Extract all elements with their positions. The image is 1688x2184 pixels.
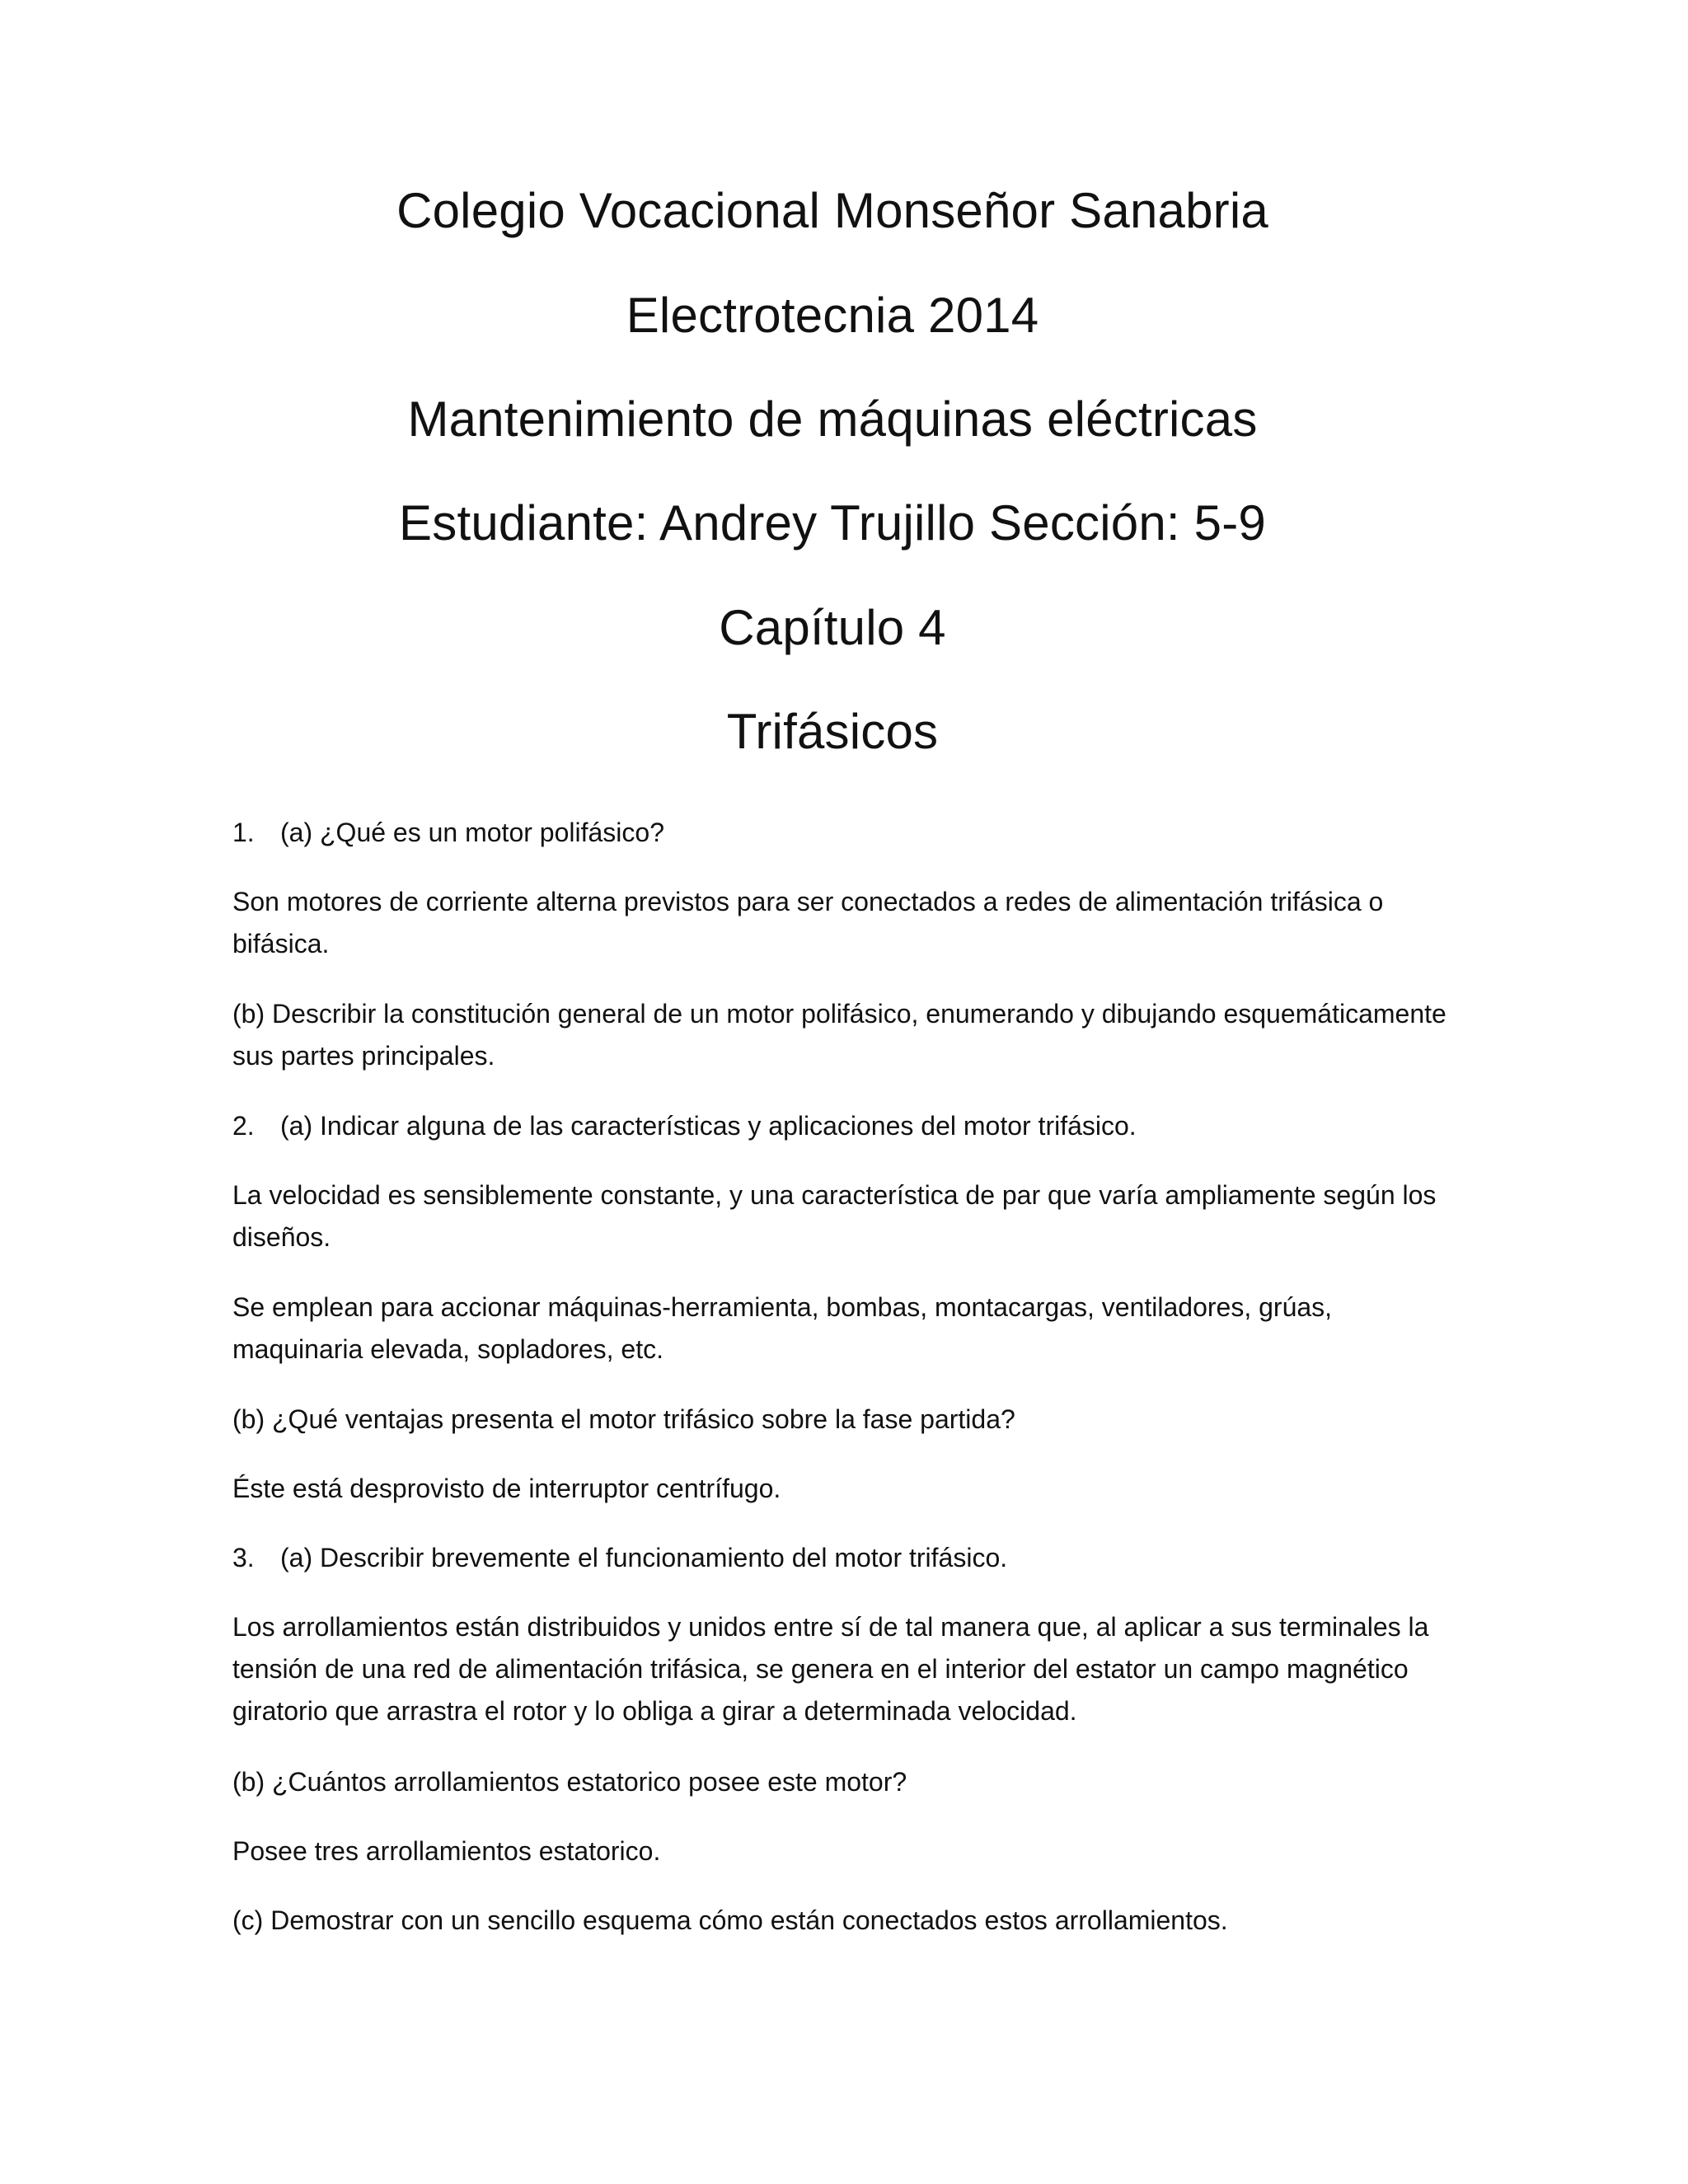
question-text: (a) ¿Qué es un motor polifásico? xyxy=(280,818,664,847)
question-number: 2. xyxy=(232,1111,255,1141)
answer-2a-applications: Se emplean para accionar máquinas-herramienta, bombas, montacargas, ventiladores, grúas, maquinaria elevada, sopladores, etc. xyxy=(232,1292,1333,1364)
subject-title: Mantenimiento de máquinas eléctricas xyxy=(407,391,1258,447)
answer-1a: Son motores de corriente alterna previstos para ser conectados a redes de alimentación trifásica o bifásica. xyxy=(232,887,1384,958)
answer-3a: Los arrollamientos están distribuidos y unidos entre sí de tal manera que, al aplicar a sus terminales la tensión de una red de alimentación trifásica, se genera en el interior del estator un campo magnético giratorio que arrastra el rotor y lo obliga a girar a determinada velocidad. xyxy=(232,1612,1429,1726)
question-2a xyxy=(232,1105,1469,1147)
answer-3b: Posee tres arrollamientos estatorico. xyxy=(232,1836,661,1866)
school-title: Colegio Vocacional Monseñor Sanabria xyxy=(396,183,1268,238)
course-title: Electrotecnia 2014 xyxy=(626,288,1039,343)
student-line: Estudiante: Andrey Trujillo Sección: 5-9 xyxy=(399,495,1266,551)
question-number: 3. xyxy=(232,1543,255,1572)
question-text: (a) Indicar alguna de las características y aplicaciones del motor trifásico. xyxy=(280,1111,1137,1141)
answer-2a-characteristics: La velocidad es sensiblemente constante, y una característica de par que varía ampliamente según los diseños. xyxy=(232,1180,1437,1252)
question-1a xyxy=(232,812,1469,854)
answer-2b: Éste está desprovisto de interruptor centrífugo. xyxy=(232,1474,781,1503)
question-1b: (b) Describir la constitución general de un motor polifásico, enumerando y dibujando esquemáticamente sus partes principales. xyxy=(232,999,1447,1071)
question-number: 1. xyxy=(232,818,255,847)
question-2b: (b) ¿Qué ventajas presenta el motor trifásico sobre la fase partida? xyxy=(232,1404,1015,1434)
question-text: (a) Describir brevemente el funcionamiento del motor trifásico. xyxy=(280,1543,1008,1572)
chapter-title: Capítulo 4 xyxy=(719,600,946,655)
question-3b: (b) ¿Cuántos arrollamientos estatorico posee este motor? xyxy=(232,1767,907,1797)
question-3c: (c) Demostrar con un sencillo esquema cómo están conectados estos arrollamientos. xyxy=(232,1905,1228,1935)
topic-title: Trifásicos xyxy=(726,704,939,759)
question-3a xyxy=(232,1537,1469,1579)
